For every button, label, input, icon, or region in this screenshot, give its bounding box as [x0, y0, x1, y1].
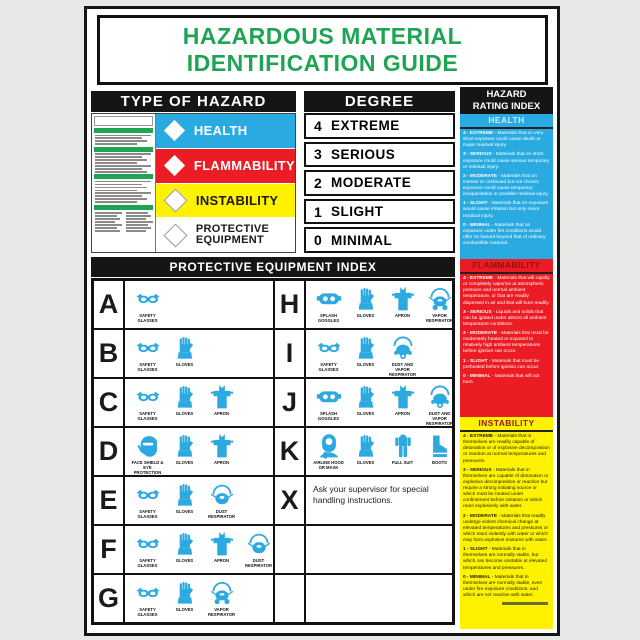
ppe-letter: J: [275, 379, 306, 426]
ppe-item: [166, 384, 203, 416]
mini-chart-column: [94, 211, 122, 233]
rating-section-instability: [460, 417, 553, 629]
degree-level-2: [304, 170, 455, 196]
mini-reference-chart: [92, 114, 156, 252]
safety-glasses-icon: [135, 482, 161, 508]
ppe-letter: [275, 526, 306, 573]
rating-entry: [463, 174, 550, 199]
mini-chart-text-line: [95, 224, 122, 226]
rating-entry: [463, 331, 550, 356]
mini-chart-text-line: [95, 227, 117, 229]
rating-code: 1 - SLIGHT: [463, 201, 488, 207]
ppe-item: [310, 286, 347, 323]
ppe-items: [125, 281, 273, 328]
ppe-item: [166, 531, 203, 563]
ppe-row-empty: [275, 526, 454, 575]
rating-text: - Materials that in themselves are readily capable of detonation or of explosive decomposition or reaction at normal temperatures and pressures.: [463, 434, 550, 464]
rating-code: 2 - MODERATE: [463, 173, 498, 179]
rating-section-header: FLAMMABILITY: [460, 259, 553, 274]
ppe-item-label: GLOVES: [175, 607, 194, 612]
mini-chart-section-bar: [94, 174, 153, 179]
ppe-item: [347, 433, 384, 465]
ppe-item: [310, 335, 347, 372]
ppe-item-label: GLOVES: [356, 411, 375, 416]
ppe-item: [129, 580, 166, 617]
mini-chart-text-line: [95, 184, 142, 186]
mini-chart-text-line: [95, 135, 151, 137]
gloves-icon: [353, 335, 379, 361]
rating-code: 0 - MINIMAL: [463, 574, 491, 580]
gloves-icon: [172, 433, 198, 459]
ppe-letter: E: [94, 477, 125, 524]
hazard-rating-index-header: [460, 87, 553, 114]
rating-sections: [460, 114, 553, 629]
mini-chart-text-line: [95, 156, 142, 158]
ppe-item-label: SPLASH GOGGLES: [317, 313, 340, 324]
rating-entry: [463, 374, 550, 386]
vapor-respirator-icon: [427, 286, 453, 312]
ppe-items: [125, 330, 273, 377]
hazard-diamond-icon: [164, 155, 185, 176]
rating-text: - Materials that in themselves are normally stable, even under fire exposure conditions, and which are not reactive with water.: [463, 574, 543, 598]
hazard-type-rows: [156, 114, 295, 252]
type-of-hazard-header: TYPE OF HAZARD: [91, 91, 296, 112]
dust-vapor-respirator-icon: [427, 384, 453, 410]
ppe-row-empty: [275, 575, 454, 622]
ppe-items: [125, 526, 273, 573]
degree-label: SERIOUS: [331, 146, 396, 162]
vapor-respirator-icon: [209, 580, 235, 606]
gloves-icon: [353, 433, 379, 459]
gloves-icon: [172, 384, 198, 410]
poster-title-box: [97, 15, 548, 85]
ppe-item: [421, 433, 454, 465]
mini-chart-text-line: [126, 221, 153, 223]
ppe-letter: C: [94, 379, 125, 426]
ppe-row-j: [275, 379, 454, 428]
hazard-type-label: INSTABILITY: [195, 192, 279, 208]
rating-code: 1 - SLIGHT: [463, 358, 488, 364]
ppe-items: [306, 477, 454, 524]
ppe-item-label: GLOVES: [356, 362, 375, 367]
degree-value: 1: [314, 203, 322, 220]
degree-value: 3: [314, 146, 322, 163]
rating-code: 2 - MODERATE: [463, 331, 498, 336]
ppe-items: [306, 379, 454, 426]
degree-value: 2: [314, 174, 322, 191]
ppe-row-f: [94, 526, 273, 575]
ppe-letter: H: [275, 281, 306, 328]
ppe-row-d: [94, 428, 273, 477]
rating-text: - Materials that readily undergo violent chemical change at elevated temperatures and pressures or which react violently with water or which may form explosive mixtures with water.: [463, 513, 549, 543]
ppe-letter: X: [275, 477, 306, 524]
mini-chart-text-line: [95, 198, 147, 200]
ppe-item: [166, 482, 203, 514]
ppe-item: [384, 286, 421, 318]
degree-label: MODERATE: [331, 175, 412, 191]
ppe-item-label: GLOVES: [175, 362, 194, 367]
hazard-type-row-health: [156, 114, 295, 148]
ppe-item-label: SAFETY GLASSES: [318, 362, 339, 373]
rating-text: - Materials that must be preheated before ignition can occur.: [463, 358, 540, 370]
ppe-item-label: VAPOR RESPIRATOR: [425, 313, 454, 324]
safety-glasses-icon: [135, 531, 161, 557]
mini-chart-section-bar: [94, 128, 153, 133]
apron-icon: [209, 433, 235, 459]
rating-code: 3 - SERIOUS: [463, 467, 492, 473]
ppe-item: [129, 482, 166, 519]
rating-section-header: HEALTH: [460, 114, 553, 129]
mini-chart-section-bar: [94, 147, 153, 152]
rating-text: - Materials that on intense or continued but not chronic exposure could cause temporary incapacitation or possible residual injury.: [463, 173, 549, 198]
ppe-items: [125, 477, 273, 524]
mini-chart-section-bar: [94, 205, 153, 210]
mini-chart-text-line: [95, 162, 137, 164]
ppe-letter: K: [275, 428, 306, 475]
rating-entries: [460, 129, 553, 259]
dust-vapor-respirator-icon: [390, 335, 416, 361]
ppe-item-label: DUST AND VAPOR RESPIRATOR: [388, 362, 417, 377]
ppe-item: [240, 531, 273, 568]
apron-icon: [390, 286, 416, 312]
rating-entries: [460, 274, 553, 417]
mini-chart-text-line: [95, 195, 142, 197]
ppe-item: [347, 384, 384, 416]
mini-chart-text-line: [95, 181, 151, 183]
ppe-letter: B: [94, 330, 125, 377]
rating-text: - Materials that in themselves are capable of detonation or explosive decomposition or reaction but require a strong initiating source or which must be heated under confinement before initiation or which react explosively with water.: [463, 467, 549, 510]
mini-chart-text-line: [126, 227, 151, 229]
ppe-item-label: VAPOR RESPIRATOR: [207, 607, 236, 618]
ppe-item-label: GLOVES: [175, 411, 194, 416]
hazard-type-row-instability: [156, 184, 295, 218]
rating-entry: [463, 276, 550, 307]
rating-section-flammability: [460, 259, 553, 417]
full-suit-icon: [390, 433, 416, 459]
ppe-item-label: GLOVES: [356, 313, 375, 318]
ppe-item: [129, 286, 166, 323]
ppe-items: [125, 575, 273, 622]
safety-glasses-icon: [316, 335, 342, 361]
ppe-items: [125, 379, 273, 426]
rating-text: - Liquids and solids that can be ignited under almost all ambient temperature conditions.: [463, 309, 547, 327]
ppe-item: [347, 286, 384, 318]
ppe-item: [129, 433, 166, 475]
rating-text: - Materials that on exposure under fire conditions would offer no hazard beyond that of ordinary combustible material.: [463, 222, 546, 246]
credit-line-placeholder: [502, 602, 548, 605]
rating-code: 2 - MODERATE: [463, 513, 498, 519]
dust-respirator-icon: [209, 482, 235, 508]
ppe-row-e: [94, 477, 273, 526]
ppe-item: [421, 384, 454, 426]
rating-entry: [463, 468, 550, 511]
ppe-item: [129, 384, 166, 421]
protective-equipment-table: [91, 278, 455, 625]
rating-code: 1 - SLIGHT: [463, 547, 488, 553]
mini-chart-text-line: [95, 192, 151, 194]
degree-value: 0: [314, 232, 322, 249]
ppe-row-a: [94, 281, 273, 330]
ppe-letter: I: [275, 330, 306, 377]
ppe-items: [125, 428, 273, 475]
rating-entry: [463, 201, 550, 219]
ppe-item: [310, 433, 347, 470]
hazard-diamond-icon: [163, 223, 187, 247]
supervisor-note: Ask your supervisor for special handling instructions.: [313, 484, 429, 506]
ppe-row-c: [94, 379, 273, 428]
mini-chart-text-line: [126, 230, 146, 232]
hazard-type-row-protective-equipment: [156, 218, 295, 252]
ppe-letter: G: [94, 575, 125, 622]
safety-glasses-icon: [135, 335, 161, 361]
rating-code: 3 - SERIOUS: [463, 309, 492, 315]
type-of-hazard-panel: [91, 113, 296, 253]
ppe-items: [306, 330, 454, 377]
ppe-item-label: FULL SUIT: [391, 460, 414, 465]
gloves-icon: [172, 335, 198, 361]
ppe-item-label: DUST RESPIRATOR: [207, 509, 236, 520]
mini-chart-text-line: [95, 221, 115, 223]
ppe-item: [166, 580, 203, 612]
ppe-item: [421, 286, 454, 323]
ppe-item: [203, 384, 240, 416]
ppe-items: [306, 526, 454, 573]
rating-entry: [463, 223, 550, 248]
splash-goggles-icon: [316, 384, 342, 410]
mini-chart-text-line: [126, 224, 148, 226]
ppe-item: [203, 531, 240, 563]
ppe-item-label: APRON: [394, 313, 411, 318]
ppe-items: [306, 575, 454, 622]
mini-chart-text-line: [95, 230, 120, 232]
hazard-type-label: FLAMMABILITY: [193, 157, 295, 173]
hazard-type-row-flammability: [156, 149, 295, 183]
ppe-item: [310, 384, 347, 421]
rating-text: - Materials that on exposure would cause irritation but only minor residual injury.: [463, 201, 549, 219]
ppe-items: [306, 281, 454, 328]
boots-icon: [427, 433, 453, 459]
ppe-item: [166, 335, 203, 367]
mini-chart-text-line: [126, 218, 146, 220]
rating-entries: [460, 432, 553, 629]
degree-label: SLIGHT: [331, 204, 384, 220]
rating-text: - Materials that will not burn.: [463, 373, 540, 385]
mini-chart-text-line: [95, 168, 142, 170]
ppe-item-label: GLOVES: [175, 509, 194, 514]
ppe-item: [129, 335, 166, 372]
face-shield-icon: [135, 433, 161, 459]
ppe-row-g: [94, 575, 273, 622]
mini-chart-text-line: [95, 187, 147, 189]
rating-text: - Materials that must be moderately heated or exposed to relatively high ambient temperatures before ignition can occur.: [463, 331, 549, 355]
hazard-diamond-icon: [164, 120, 185, 141]
rating-text: - Materials that will rapidly or completely vaporize at atmospheric pressure and normal ambient temperature, or that are readily dispersed in air and that will burn readily.: [463, 276, 550, 306]
ppe-item-label: APRON: [213, 558, 230, 563]
ppe-row-b: [94, 330, 273, 379]
ppe-item: [203, 433, 240, 465]
ppe-column-right: [275, 281, 454, 622]
ppe-item-label: APRON: [394, 411, 411, 416]
mini-chart-text-line: [95, 190, 137, 192]
rating-code: 3 - SERIOUS: [463, 152, 492, 158]
hazard-diamond-icon: [163, 188, 187, 212]
ppe-item-label: SAFETY GLASSES: [137, 411, 158, 422]
mini-chart-title-box: [94, 116, 153, 126]
ppe-row-x: [275, 477, 454, 526]
mini-chart-text-line: [126, 212, 148, 214]
mini-chart-text-line: [95, 165, 151, 167]
ppe-row-k: [275, 428, 454, 477]
mini-chart-text-line: [95, 140, 147, 142]
rating-code: 4 - EXTREME: [463, 131, 494, 136]
mini-chart-text-line: [95, 137, 142, 139]
degree-level-1: [304, 199, 455, 225]
rating-code: 0 - MINIMAL: [463, 222, 491, 228]
apron-icon: [209, 384, 235, 410]
rating-section-header: INSTABILITY: [460, 417, 553, 432]
gloves-icon: [353, 384, 379, 410]
degree-value: 4: [314, 117, 322, 134]
splash-goggles-icon: [316, 286, 342, 312]
mini-chart-text-line: [95, 159, 147, 161]
rating-entry: [463, 514, 550, 545]
hazmat-identification-poster: [84, 6, 560, 636]
ppe-item: [203, 580, 240, 617]
ppe-item-label: GLOVES: [175, 558, 194, 563]
ppe-item: [347, 335, 384, 367]
ppe-item: [203, 482, 240, 519]
ppe-row-h: [275, 281, 454, 330]
mini-chart-text-line: [95, 201, 137, 203]
gloves-icon: [172, 531, 198, 557]
safety-glasses-icon: [135, 580, 161, 606]
ppe-row-i: [275, 330, 454, 379]
mini-chart-text-line: [95, 215, 117, 217]
ppe-letter: A: [94, 281, 125, 328]
degree-label: EXTREME: [331, 118, 400, 134]
apron-icon: [209, 531, 235, 557]
gloves-icon: [172, 580, 198, 606]
rating-entry: [463, 359, 550, 371]
safety-glasses-icon: [135, 384, 161, 410]
mini-chart-text-line: [126, 215, 151, 217]
ppe-item: [166, 433, 203, 465]
degree-level-4: [304, 113, 455, 139]
ppe-item-label: APRON: [213, 411, 230, 416]
degree-label: MINIMAL: [331, 232, 393, 248]
ppe-item: [384, 384, 421, 416]
degree-list: [304, 113, 455, 253]
protective-equipment-index-header: PROTECTIVE EQUIPMENT INDEX: [91, 257, 455, 277]
mini-chart-text-line: [95, 153, 151, 155]
ppe-item-label: FACE SHIELD & EYE PROTECTION: [131, 460, 164, 475]
ppe-column-left: [94, 281, 275, 622]
safety-glasses-icon: [135, 286, 161, 312]
poster-title-line2: IDENTIFICATION GUIDE: [186, 50, 459, 76]
ppe-item-label: DUST AND VAPOR RESPIRATOR: [425, 411, 454, 426]
mini-chart-text-line: [95, 143, 137, 145]
rating-code: 4 - EXTREME: [463, 276, 494, 281]
ppe-item-label: GLOVES: [175, 460, 194, 465]
airline-hood-icon: [316, 433, 342, 459]
rating-entry: [463, 434, 550, 465]
hazard-type-label: HEALTH: [193, 123, 248, 139]
degree-level-0: [304, 227, 455, 253]
ppe-item-label: AIRLINE HOOD OR MASK: [313, 460, 344, 471]
ppe-item-label: APRON: [213, 460, 230, 465]
mini-chart-two-columns: [94, 211, 153, 233]
rating-entry: [463, 131, 550, 149]
ppe-item-label: SAFETY GLASSES: [137, 362, 158, 373]
mini-chart-text-line: [95, 212, 122, 214]
rating-section-health: [460, 114, 553, 259]
degree-header: DEGREE: [304, 91, 455, 112]
rating-entry: [463, 152, 550, 170]
ppe-letter: F: [94, 526, 125, 573]
ppe-item-label: GLOVES: [356, 460, 375, 465]
rating-text: - Materials that on very short exposure could cause death or major residual injury.: [463, 131, 544, 149]
gloves-icon: [353, 286, 379, 312]
mini-chart-text-line: [95, 171, 147, 173]
rating-code: 4 - EXTREME: [463, 434, 494, 439]
ppe-item-label: DUST RESPIRATOR: [244, 558, 273, 569]
ppe-letter: D: [94, 428, 125, 475]
rating-text: - Materials that on short exposure could cause serious temporary or residual injury.: [463, 152, 550, 170]
ppe-item-label: SAFETY GLASSES: [137, 509, 158, 520]
degree-level-3: [304, 142, 455, 168]
dust-respirator-icon: [246, 531, 272, 557]
gloves-icon: [172, 482, 198, 508]
rating-entry: [463, 575, 550, 600]
hazard-rating-index-column: [460, 87, 553, 625]
ppe-item-label: BOOTS: [432, 460, 447, 465]
ppe-item: [129, 531, 166, 568]
hazard-rating-index-header-line2: RATING INDEX: [472, 101, 541, 113]
ppe-item-label: SAFETY GLASSES: [137, 607, 158, 618]
ppe-item-label: SAFETY GLASSES: [137, 558, 158, 569]
ppe-items: [306, 428, 454, 475]
mini-chart-column: [125, 211, 153, 233]
ppe-item: [384, 335, 421, 377]
apron-icon: [390, 384, 416, 410]
hazard-type-label: PROTECTIVE EQUIPMENT: [195, 222, 270, 247]
rating-entry: [463, 547, 550, 572]
rating-code: 0 - MINIMAL: [463, 373, 491, 379]
mini-chart-text-line: [95, 218, 120, 220]
hazard-rating-index-header-line1: HAZARD: [486, 89, 527, 100]
rating-text: - Materials that in themselves are normally stable, but which can become unstable at elevated temperatures and pressures.: [463, 547, 547, 571]
rating-entry: [463, 310, 550, 328]
ppe-item-label: SPLASH GOGGLES: [317, 411, 340, 422]
ppe-letter: [275, 575, 306, 622]
ppe-item: [384, 433, 421, 465]
poster-title-line1: HAZARDOUS MATERIAL: [182, 22, 463, 49]
ppe-item-label: SAFETY GLASSES: [137, 313, 158, 324]
